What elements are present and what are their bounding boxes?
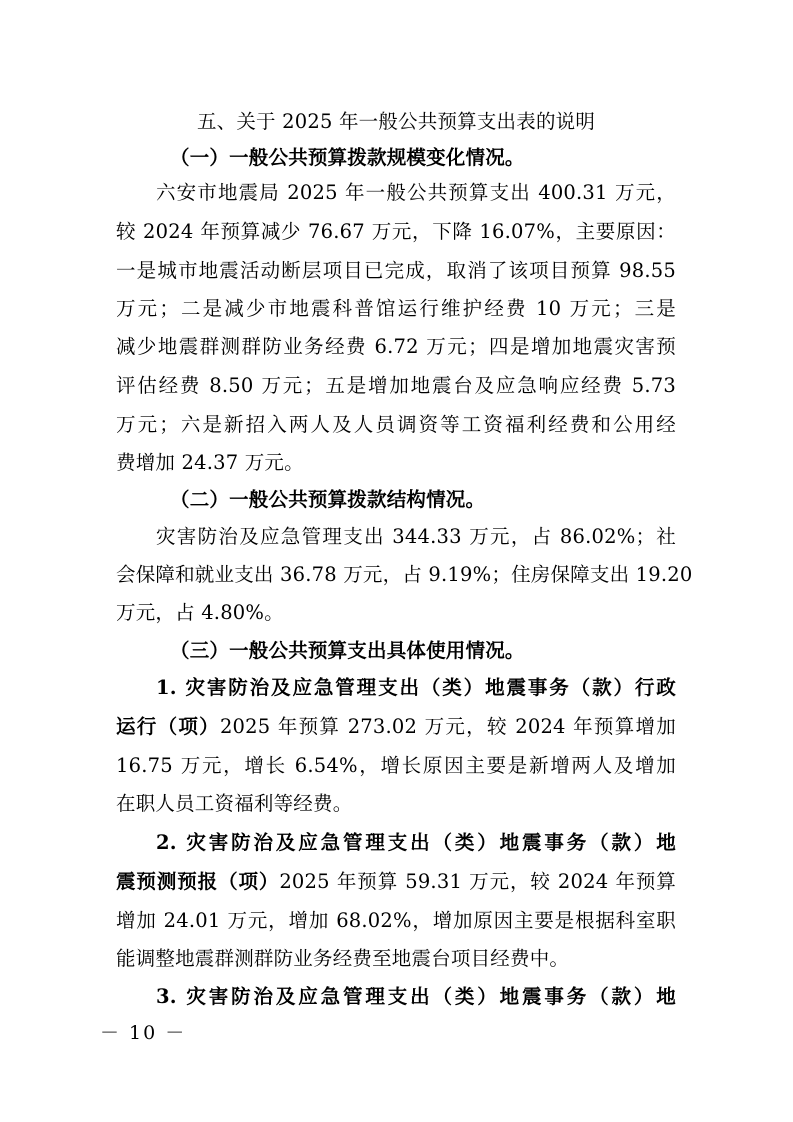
paragraph-2-line-1: 灾害防治及应急管理支出 344.33 万元，占 86.02%；社 — [156, 525, 676, 548]
item-1-line-2 — [116, 707, 676, 747]
paragraph-1-line-5: 减少地震群测群防业务经费 6.72 万元；四是增加地震灾害预 — [116, 335, 676, 358]
paragraph-1-line-8: 费增加 24.37 万元。 — [116, 451, 304, 474]
subheading-3: （三）一般公共预算支出具体使用情况。 — [170, 639, 525, 662]
section-title: 五、关于 2025 年一般公共预算支出表的说明 — [196, 110, 596, 133]
item-1-text: 2025 年预算 273.02 万元，较 2024 年预算增加 — [219, 715, 676, 738]
item-2-heading-cont: 震预测预报（项） — [116, 870, 280, 893]
subheading-1: （一）一般公共预算拨款规模变化情况。 — [170, 146, 525, 169]
item-2-line-2 — [116, 862, 676, 902]
paragraph-2-line-2: 会保障和就业支出 36.78 万元，占 9.19%；住房保障支出 19.20 — [116, 563, 693, 586]
paragraph-2-line-3: 万元，占 4.80%。 — [116, 601, 284, 624]
paragraph-1-line-1: 六安市地震局 2025 年一般公共预算支出 400.31 万元， — [156, 181, 676, 204]
page-number: － 10 － — [100, 1022, 187, 1044]
paragraph-1-line-3: 一是城市地震活动断层项目已完成，取消了该项目预算 98.55 — [116, 259, 676, 282]
paragraph-1-line-2: 较 2024 年预算减少 76.67 万元，下降 16.07%，主要原因： — [116, 220, 676, 243]
item-1-heading-cont: 运行（项） — [116, 715, 220, 738]
item-1-heading: 1. 灾害防治及应急管理支出（类）地震事务（款）行政 — [156, 676, 676, 699]
subheading-2: （二）一般公共预算拨款结构情况。 — [170, 488, 486, 511]
item-2-line-4: 能调整地震群测群防业务经费至地震台项目经费中。 — [116, 947, 570, 970]
item-1-line-3: 16.75 万元，增长 6.54%，增长原因主要是新增两人及增加 — [116, 754, 676, 777]
paragraph-1-line-7: 万元；六是新招入两人及人员调资等工资福利经费和公用经 — [116, 413, 676, 436]
paragraph-1-line-6: 评估经费 8.50 万元；五是增加地震台及应急响应经费 5.73 — [116, 374, 676, 397]
item-1-line-4: 在职人员工资福利等经费。 — [116, 792, 353, 815]
item-2-text: 2025 年预算 59.31 万元，较 2024 年预算 — [279, 870, 676, 893]
item-2-heading: 2. 灾害防治及应急管理支出（类）地震事务（款）地 — [156, 831, 676, 854]
paragraph-1-line-4: 万元；二是减少市地震科普馆运行维护经费 10 万元；三是 — [116, 297, 676, 320]
item-3-heading: 3. 灾害防治及应急管理支出（类）地震事务（款）地 — [156, 985, 676, 1008]
item-2-line-3: 增加 24.01 万元，增加 68.02%，增加原因主要是根据科室职 — [116, 909, 676, 932]
